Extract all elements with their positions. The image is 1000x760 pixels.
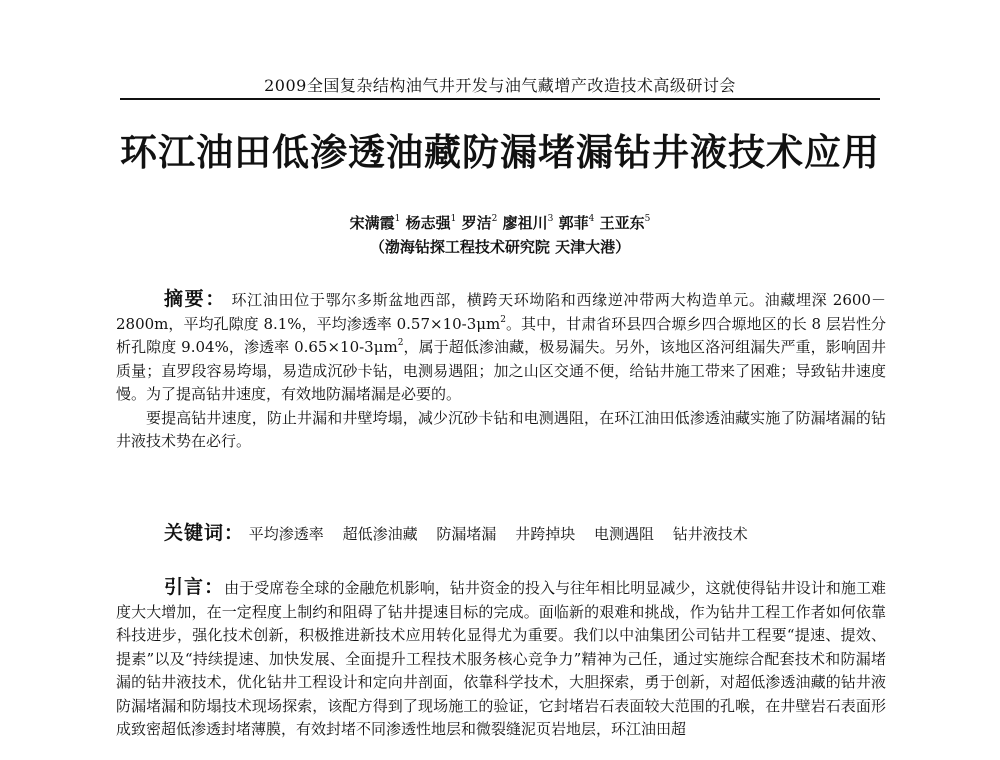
author-affil-mark: 1 bbox=[450, 214, 457, 224]
author-affil-mark: 3 bbox=[547, 214, 554, 224]
author-name: 罗洁 bbox=[461, 214, 492, 232]
keywords-section bbox=[116, 522, 886, 547]
abstract-paragraph-1 bbox=[116, 288, 886, 407]
keyword: 钻井液技术 bbox=[672, 525, 748, 543]
keywords-label: 关键词： bbox=[164, 522, 245, 544]
abstract-text: 环江油田位于鄂尔多斯盆地西部，横跨天环坳陷和西缘逆冲带两大构造单元。油藏埋深 2600－2800m，平均孔隙度 8.1%，平均渗透率 0.57×10-3μm bbox=[116, 291, 886, 333]
unit-exponent: 2 bbox=[500, 314, 506, 325]
running-header: 2009全国复杂结构油气井开发与油气藏增产改造技术高级研讨会 bbox=[264, 76, 736, 95]
keyword: 防漏堵漏 bbox=[436, 525, 497, 543]
paper-title: 环江油田低渗透油藏防漏堵漏钻井液技术应用 bbox=[120, 131, 880, 174]
author-affil-mark: 2 bbox=[491, 214, 498, 224]
introduction-label: 引言： bbox=[164, 576, 225, 598]
introduction-text: 由于受席卷全球的金融危机影响，钻井资金的投入与往年相比明显减少，这就使得钻井设计和施工难度大大增加，在一定程度上制约和阻碍了钻井提速目标的完成。面临新的艰难和挑战，作为钻井工程工作者如何依靠科技进步，强化技术创新，积极推进新技术应用转化显得尤为重要。我们以中油集团公司钻井工程要“提速、提效、提素”以及“持续提速、加快发展、全面提升工程技术服务核心竞争力”精神为己任，通过实施综合配套技术和防漏堵漏的钻井液技术，优化钻井工程设计和定向井剖面，依靠科学技术，大胆探索，勇于创新，对超低渗透油藏的钻井液防漏堵漏和防塌技术现场探索，该配方得到了现场施工的验证，它封堵岩石表面较大范围的孔喉，在井壁岩石表面形成致密超低渗透封堵薄膜，有效封堵不同渗透性地层和微裂缝泥页岩地层，环江油田超 bbox=[116, 579, 886, 738]
author-affil-mark: 1 bbox=[394, 214, 401, 224]
author-list bbox=[200, 212, 800, 234]
keyword: 平均渗透率 bbox=[248, 525, 324, 543]
author-affil-mark: 5 bbox=[644, 214, 651, 224]
abstract-section bbox=[116, 288, 886, 454]
author-affil-mark: 4 bbox=[588, 214, 595, 224]
abstract-paragraph-2: 要提高钻井速度，防止井漏和井壁垮塌，减少沉砂卡钻和电测遇阻，在环江油田低渗透油藏实施了防漏堵漏的钻井液技术势在必行。 bbox=[116, 408, 886, 450]
author-name: 廖祖川 bbox=[502, 214, 548, 232]
author-name: 杨志强 bbox=[405, 214, 451, 232]
affiliation: （渤海钻探工程技术研究院 天津大港） bbox=[369, 238, 631, 256]
keyword: 井跨掉块 bbox=[515, 525, 576, 543]
unit-exponent: 2 bbox=[397, 338, 404, 348]
keyword: 超低渗油藏 bbox=[342, 525, 418, 543]
abstract-text: 。其中，甘肃省环县四合塬乡四合塬地区的长 8 层岩性分析孔隙度 9.04%，渗透率 0.65×10-3μm bbox=[116, 314, 886, 356]
abstract-text: ，属于超低渗油藏，极易漏失。另外，该地区洛河组漏失严重，影响固井质量；直罗段容易垮塌，易造成沉砂卡钻，电测易遇阻；加之山区交通不便，给钻井施工带来了困难；导致钻井速度慢。为了提高钻井速度，有效地防漏堵漏是必要的。 bbox=[116, 338, 886, 403]
author-name: 郭菲 bbox=[558, 214, 589, 232]
author-name: 王亚东 bbox=[599, 214, 645, 232]
introduction-paragraph bbox=[116, 576, 886, 742]
abstract-label: 摘要： bbox=[164, 288, 227, 310]
introduction-section bbox=[116, 576, 886, 742]
keyword: 电测遇阻 bbox=[593, 525, 654, 543]
author-name: 宋满霞 bbox=[349, 214, 395, 232]
header-rule bbox=[120, 98, 880, 100]
